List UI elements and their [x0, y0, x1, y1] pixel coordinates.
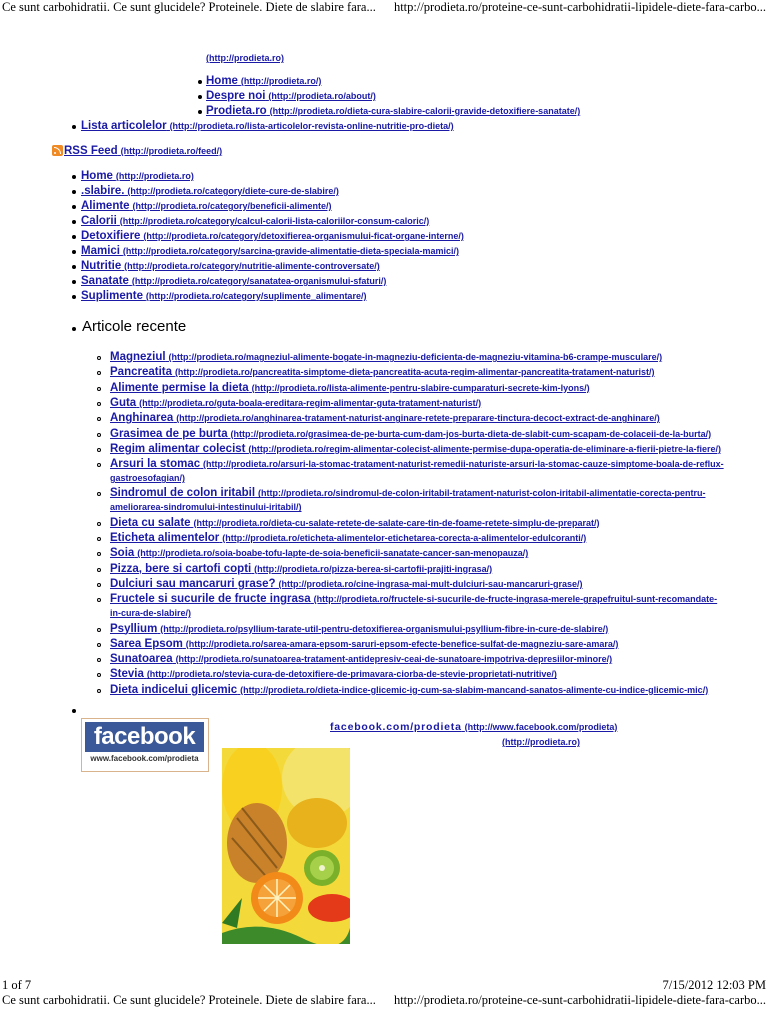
- category-link[interactable]: Alimente (http://prodieta.ro/category/beneficii-alimente/): [81, 200, 332, 212]
- bullet-disc: [198, 80, 202, 84]
- recent-article-link[interactable]: Sarea Epsom (http://prodieta.ro/sarea-amara-epsom-saruri-epsom-efecte-benefice-sulfat-de-magneziu-sare-amara/): [110, 637, 619, 650]
- bullet-circle: [97, 583, 101, 587]
- fruit-image: [222, 748, 350, 944]
- recent-article-item: [110, 563, 492, 576]
- articles-list-link[interactable]: Lista articolelor (http://prodieta.ro/lista-articolelor-revista-online-nutritie-pro-dieta/): [81, 120, 454, 132]
- bullet-disc: [72, 327, 76, 331]
- bullet-circle: [97, 402, 101, 406]
- recent-article-link[interactable]: Dulciuri sau mancaruri grase? (http://prodieta.ro/cine-ingrasa-mai-mult-dulciuri-sau-mancaruri-grase/): [110, 577, 583, 590]
- bullet-circle: [97, 492, 101, 496]
- bullet-circle: [97, 598, 101, 602]
- category-item: [81, 185, 339, 198]
- recent-article-link[interactable]: Regim alimentar colecist (http://prodieta.ro/regim-alimentar-colecist-alimente-permise-dupa-operatia-de-eliminare-a-fierii-pietre-la-fiere/): [110, 442, 722, 455]
- category-item: [81, 260, 380, 273]
- bullet-circle: [97, 448, 101, 452]
- bullet-circle: [97, 387, 101, 391]
- recent-article-link[interactable]: Magneziul (http://prodieta.ro/magneziul-alimente-bogate-in-magneziu-deficienta-de-magneziu-vitamina-b6-crampe-musculare/): [110, 351, 663, 363]
- page-header: [0, 0, 768, 16]
- recent-article-link[interactable]: Eticheta alimentelor (http://prodieta.ro/eticheta-alimentelor-etichetarea-corecta-a-alimentelor-edulcoranti/): [110, 532, 587, 544]
- bullet-circle: [97, 371, 101, 375]
- category-link[interactable]: Sanatate (http://prodieta.ro/category/sanatatea-organismului-sfaturi/): [81, 275, 387, 287]
- recent-article-item: [110, 668, 557, 681]
- recent-article-link[interactable]: Psyllium (http://prodieta.ro/psyllium-tarate-util-pentru-detoxifierea-organismului-psyllium-fibre-in-cure-de-slabire/): [110, 622, 609, 635]
- page-number: 1 of 7: [2, 978, 32, 992]
- category-item: [81, 200, 332, 213]
- rss-item: [64, 145, 222, 158]
- bullet-disc: [72, 125, 76, 129]
- rss-icon[interactable]: [52, 145, 63, 156]
- recent-article-item: [110, 412, 660, 425]
- fruit-illustration: [222, 748, 350, 944]
- recent-article-item: [110, 623, 608, 636]
- recent-article-link-continuation[interactable]: in-cura-de-slabire/): [110, 608, 192, 619]
- recent-article-link[interactable]: Fructele si sucurile de fructe ingrasa (http://prodieta.ro/fructele-si-sucurile-de-fructe-ingrasa-merele-grapefruitul-sunt-recomandate-: [110, 593, 718, 606]
- top-menu-item: [206, 105, 580, 118]
- logo-link-row: [206, 52, 284, 65]
- recent-article-item-continuation: [110, 607, 191, 620]
- recent-article-link[interactable]: Sunatoarea (http://prodieta.ro/sunatoarea-tratament-antidepresiv-ceai-de-sunatoare-impotriva-depresiilor-minore/): [110, 653, 613, 666]
- header-url: http://prodieta.ro/proteine-ce-sunt-carbohidratii-lipidele-diete-fara-carbo...: [393, 0, 766, 14]
- bullet-circle: [97, 658, 101, 662]
- bullet-circle: [97, 689, 101, 693]
- category-link[interactable]: .slabire. (http://prodieta.ro/category/diete-cure-de-slabire/): [81, 185, 339, 197]
- bullet-disc: [72, 280, 76, 284]
- bullet-circle: [97, 522, 101, 526]
- bullet-disc: [72, 235, 76, 239]
- recent-article-item-continuation: [110, 472, 185, 485]
- header-title: Ce sunt carbohidratii. Ce sunt glucidele? Proteinele. Diete de slabire fara...: [2, 0, 376, 14]
- footer-url: http://prodieta.ro/proteine-ce-sunt-carbohidratii-lipidele-diete-fara-carbo...: [393, 993, 766, 1007]
- bullet-circle: [97, 417, 101, 421]
- bullet-disc: [198, 110, 202, 114]
- bullet-disc: [198, 95, 202, 99]
- recent-article-item: [110, 366, 655, 379]
- bullet-disc: [72, 250, 76, 254]
- recent-article-link[interactable]: Anghinarea (http://prodieta.ro/anghinarea-tratament-naturist-anginare-retete-preparare-tinctura-decoct-extract-de-anghinare/): [110, 412, 660, 425]
- page-footer: [0, 993, 768, 1009]
- bullet-circle: [97, 552, 101, 556]
- recent-article-link[interactable]: Soia (http://prodieta.ro/soia-boabe-tofu-lapte-de-soia-beneficii-sanatate-cancer-san-menopauza/): [110, 547, 529, 560]
- facebook-link-row: [330, 721, 617, 734]
- rss-link[interactable]: RSS Feed (http://prodieta.ro/feed/): [64, 145, 223, 157]
- category-link[interactable]: Home (http://prodieta.ro): [81, 170, 194, 182]
- recent-article-item: [110, 684, 708, 697]
- bullet-disc: [72, 709, 76, 713]
- facebook-link[interactable]: facebook.com/prodieta (http://www.facebook.com/prodieta): [330, 721, 618, 733]
- recent-article-item: [110, 487, 705, 500]
- bullet-circle: [97, 356, 101, 360]
- recent-article-link[interactable]: Alimente permise la dieta (http://prodieta.ro/lista-alimente-pentru-slabire-cumparaturi-secrete-kim-lyons/): [110, 381, 590, 394]
- category-link[interactable]: Suplimente (http://prodieta.ro/category/suplimente_alimentare/): [81, 290, 367, 302]
- recent-article-link[interactable]: Dieta cu salate (http://prodieta.ro/dieta-cu-salate-retete-de-salate-care-tin-de-foame-retete-simplu-de-preparat/): [110, 516, 600, 529]
- recent-article-item: [110, 351, 662, 364]
- recent-articles-heading: Articole recente: [82, 318, 187, 335]
- facebook-badge-url: www.facebook.com/prodieta: [90, 754, 199, 763]
- print-timestamp: 7/15/2012 12:03 PM: [662, 978, 766, 992]
- recent-article-item: [110, 653, 612, 666]
- bullet-disc: [72, 190, 76, 194]
- top-menu-link[interactable]: Despre noi (http://prodieta.ro/about/): [206, 90, 376, 102]
- recent-article-item-continuation: [110, 501, 302, 514]
- top-menu-item: [206, 90, 376, 103]
- logo-link[interactable]: (http://prodieta.ro): [206, 53, 284, 63]
- recent-article-item: [110, 517, 600, 530]
- recent-article-item: [110, 397, 481, 410]
- recent-article-link[interactable]: Sindromul de colon iritabil (http://prodieta.ro/sindromul-de-colon-iritabil-tratament-naturist-colon-iritabil-alimentatie-corecta-pentru-: [110, 487, 706, 500]
- top-menu-item: [206, 75, 321, 88]
- recent-article-link[interactable]: Grasimea de pe burta (http://prodieta.ro/grasimea-de-pe-burta-cum-dam-jos-burta-dieta-de-slabit-cum-scapam-de-colaceii-de-la-burta/): [110, 427, 712, 440]
- bullet-disc: [72, 295, 76, 299]
- category-link[interactable]: Detoxifiere (http://prodieta.ro/category/detoxifierea-organismului-ficat-organe-interne/): [81, 230, 464, 242]
- bullet-disc: [72, 175, 76, 179]
- articles-list-item: [81, 120, 454, 133]
- bullet-circle: [97, 673, 101, 677]
- recent-article-item: [110, 532, 586, 545]
- bullet-circle: [97, 643, 101, 647]
- recent-article-link[interactable]: Dieta indicelui glicemic (http://prodieta.ro/dieta-indice-glicemic-ig-cum-sa-slabim-mancand-sanatos-alimente-cu-indice-glicemic-mic/): [110, 683, 709, 696]
- recent-article-item: [110, 638, 618, 651]
- top-menu-link[interactable]: Prodieta.ro (http://prodieta.ro/dieta-cura-slabire-calorii-gravide-detoxifiere-sanatate/): [206, 105, 581, 117]
- recent-article-link[interactable]: Guta (http://prodieta.ro/guta-boala-ereditara-regim-alimentar-guta-tratament-naturist/): [110, 396, 482, 409]
- recent-article-link[interactable]: Arsuri la stomac (http://prodieta.ro/arsuri-la-stomac-tratament-naturist-remedii-naturiste-arsuri-la-stomac-cauze-simptome-boala-de-reflux-: [110, 458, 724, 471]
- site-link[interactable]: (http://prodieta.ro): [502, 737, 580, 747]
- category-item: [81, 170, 194, 183]
- facebook-logo-text: facebook: [85, 722, 204, 752]
- facebook-badge[interactable]: [81, 718, 209, 772]
- category-item: [81, 290, 366, 303]
- bullet-disc: [72, 265, 76, 269]
- bullet-circle: [97, 628, 101, 632]
- recent-article-item: [110, 547, 528, 560]
- bullet-circle: [97, 433, 101, 437]
- recent-article-link[interactable]: Pizza, bere si cartofi copti (http://prodieta.ro/pizza-berea-si-cartofii-prajiti-ingrasa/): [110, 562, 493, 575]
- recent-article-link-continuation[interactable]: gastroesofagian/): [110, 473, 186, 484]
- category-link[interactable]: Mamici (http://prodieta.ro/category/sarcina-gravide-alimentatie-dieta-speciala-mamici/): [81, 245, 460, 257]
- category-item: [81, 275, 386, 288]
- bullet-disc: [72, 220, 76, 224]
- recent-article-link-continuation[interactable]: ameliorarea-sindromului-intestinului-iritabil/): [110, 502, 302, 513]
- bullet-circle: [97, 537, 101, 541]
- recent-article-item: [110, 443, 721, 456]
- bullet-circle: [97, 463, 101, 467]
- recent-article-link[interactable]: Stevia (http://prodieta.ro/stevia-cura-de-detoxifiere-de-primavara-ciorba-de-stevie-proprietati-nutritive/): [110, 668, 557, 681]
- site-link-row: [502, 736, 580, 749]
- recent-article-item: [110, 578, 583, 591]
- recent-article-item: [110, 593, 717, 606]
- recent-article-link[interactable]: Pancreatita (http://prodieta.ro/pancreatita-simptome-dieta-pancreatita-acuta-regim-alimentar-pancreatita-tratament-naturist/): [110, 366, 655, 379]
- bullet-circle: [97, 568, 101, 572]
- recent-article-item: [110, 382, 590, 395]
- category-item: [81, 215, 429, 228]
- recent-article-item: [110, 428, 711, 441]
- bullet-disc: [72, 205, 76, 209]
- recent-article-item: [110, 458, 724, 471]
- category-link[interactable]: Nutritie (http://prodieta.ro/category/nutritie-alimente-controversate/): [81, 260, 380, 272]
- top-menu-link[interactable]: Home (http://prodieta.ro/): [206, 75, 322, 87]
- category-link[interactable]: Calorii (http://prodieta.ro/category/calcul-calorii-lista-caloriilor-consum-caloric/): [81, 215, 430, 227]
- category-item: [81, 230, 464, 243]
- category-item: [81, 245, 459, 258]
- footer-title: Ce sunt carbohidratii. Ce sunt glucidele? Proteinele. Diete de slabire fara...: [2, 993, 376, 1007]
